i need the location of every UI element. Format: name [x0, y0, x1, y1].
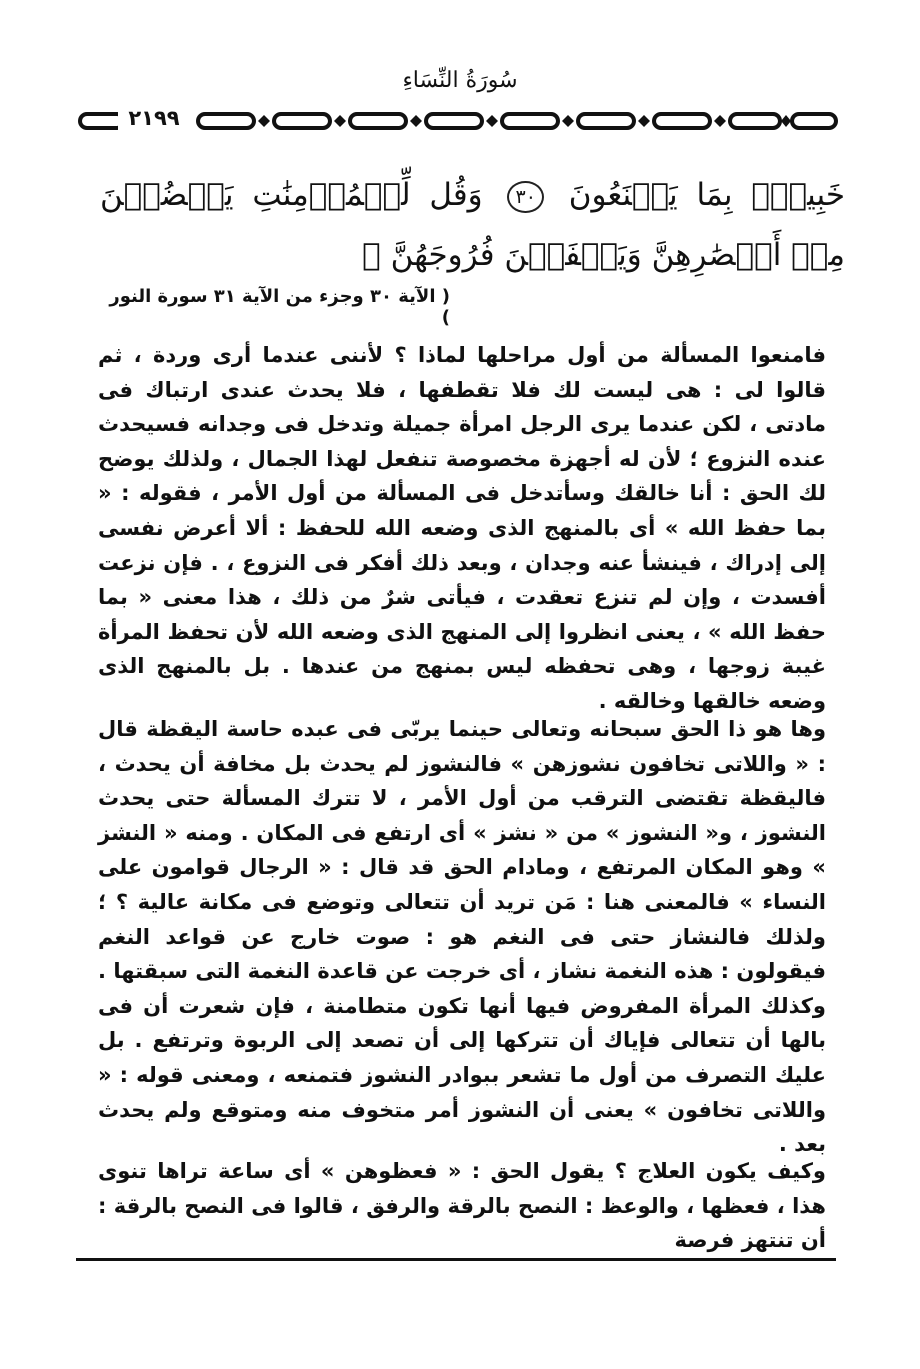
body-paragraph-1: فامنعوا المسألة من أول مراحلها لماذا ؟ لأننى عندما أرى وردة ، ثم قالوا لى : هى ليست لك فلا تقطفها ، فلا يحدث عندى ارتباك فى مادتى ، لكن عندما يرى الرجل امرأة جميلة وتدخل فى وجدانه فسيحدث عنده النزوع ؛ لأن له أجهزة مخصوصة تنفعل لهذا الجمال ، ولذلك يوضح لك الحق : أنا خالقك وسأتدخل فى المسألة من أول الأمر ، فقوله : « بما حفظ الله » أى بالمنهج الذى وضعه الله للحفظ : ألا أعرض نفسى إلى إدراك ، فينشأ عنه وجدان ، وبعد ذلك أفكر فى النزوع ، . فإن نزعت أفسدت ، وإن لم تنزع تعقدت ، فيأتى شرٌ من ذلك ، هذا معنى « بما حفظ الله » ، يعنى انظروا إلى المنهج الذى وضعه الله لأن تحفظ المرأة غيبة زوجها ، وهى تحفظه ليس بمنهج من عندها . بل بالمنهج الذى وضعه خالقها وخالقه . [98, 343, 826, 713]
body-paragraph-2: وها هو ذا الحق سبحانه وتعالى حينما يربّى فى عبده حاسة اليقظة قال : « واللاتى تخافون نشوزهن » فالنشوز لم يحدث بل مخافة أن يحدث ، فاليقظة تقتضى الترقب من أول الأمر ، لا تترك المسألة حتى يحدث النشوز ، و« النشوز » من « نشز » أى ارتفع فى المكان . ومنه « النشز » وهو المكان المرتفع ، ومادام الحق قد قال : « الرجال قوامون على النساء » فالمعنى هنا : مَن تريد أن تتعالى وتوضع فى مكانة عالية ؟ ؛ ولذلك فالنشاز حتى فى النغم هو : صوت خارج عن قواعد النغم فيقولون : هذه النغمة نشاز ، أى خرجت عن قاعدة النغمة التى سبقتها . وكذلك المرأة المفروض فيها أنها تكون متطامنة ، فإن شعرت أن فى بالها أن تتعالى فإياك أن تتركها إلى أن تصعد إلى الربوة وترتفع . بل عليك التصرف من أول ما تشعر ببوادر النشوز فتمنعه ، ومعنى قوله : « واللاتى تخافون » يعنى أن النشوز أمر متخوف منه ومتوقع ولم يحدث بعد . [98, 717, 826, 1157]
ayah-number-marker: ٣٠ [507, 181, 543, 213]
header-ornament-border [78, 108, 838, 134]
surah-title: سُورَةُ النِّسَاءِ [402, 68, 518, 93]
verse-reference: ( الآية ٣٠ وجزء من الآية ٣١ سورة النور ) [109, 286, 450, 328]
footer-divider [76, 1258, 836, 1261]
ornament-chain-icon [78, 108, 838, 134]
quran-verse [100, 165, 845, 285]
body-paragraph-3: وكيف يكون العلاج ؟ يقول الحق : « فعظوهن » أى ساعة تراها تنوى هذا ، فعظها ، والوعظ : النصح بالرقة والرفق ، قالوا فى النصح بالرقة : أن تنتهز فرصة [98, 1159, 826, 1253]
verse-text-part2: وَقُل لِّلۡمُؤۡمِنَٰتِ يَغۡضُضۡنَ مِنۡ أَبۡصَٰرِهِنَّ وَيَحۡفَظۡنَ فُرُوجَهُنَّ ﴾ [100, 177, 845, 273]
verse-text-part1: خَبِيرٌۢ بِمَا يَصۡنَعُونَ [568, 177, 846, 213]
page-number: ٢١٩٩ [118, 106, 190, 130]
